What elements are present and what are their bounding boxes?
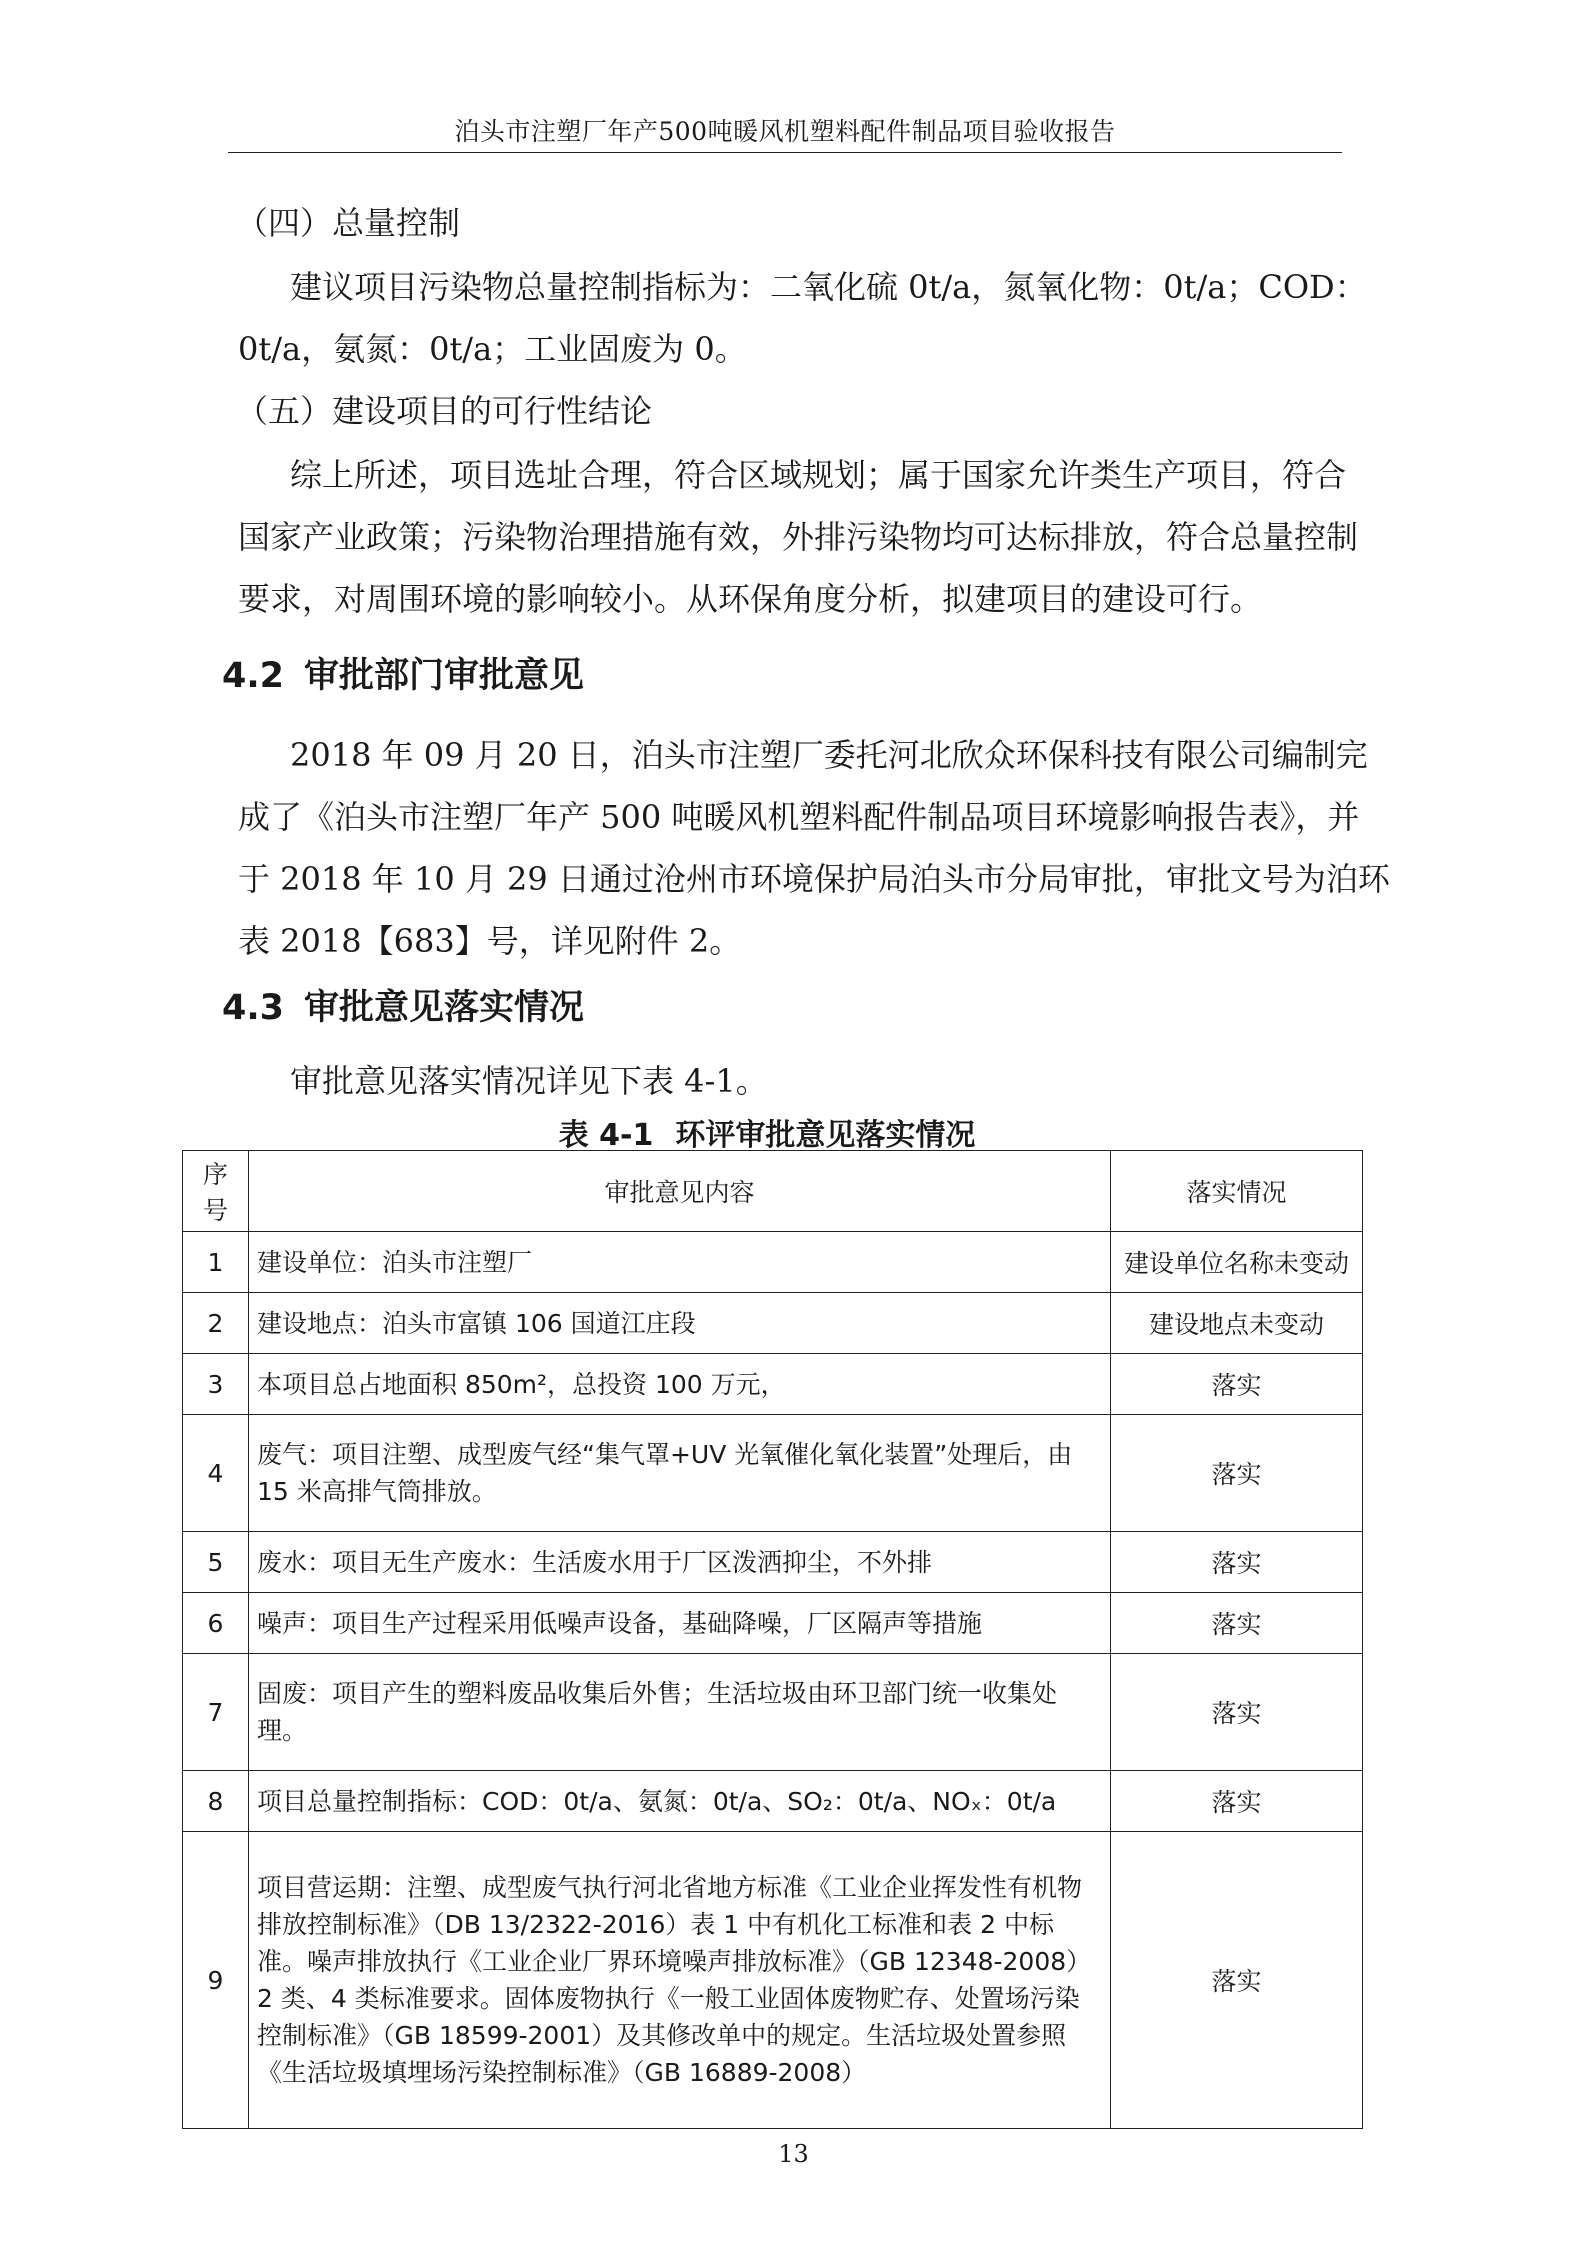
table-header-row [183,1151,1363,1232]
row-content: 噪声：项目生产过程采用低噪声设备，基础降噪，厂区隔声等措施 [249,1593,1111,1654]
row-number: 6 [183,1593,249,1654]
row-status: 落实 [1111,1415,1363,1532]
section-4-3-title: 审批意见落实情况 [304,988,585,1028]
running-header: 泊头市注塑厂年产500吨暖风机塑料配件制品项目验收报告 [454,117,1116,146]
table-row [183,1232,1363,1293]
table-row [183,1832,1363,2129]
table-caption-title: 环评审批意见落实情况 [675,1118,976,1153]
table-caption [182,1110,1352,1154]
row-number: 1 [183,1232,249,1293]
section-4-2-para-line-2: 成了《泊头市注塑厂年产 500 吨暖风机塑料配件制品项目环境影响报告表》，并 [238,798,1360,836]
row-number: 2 [183,1293,249,1354]
row-content: 项目营运期：注塑、成型废气执行河北省地方标准《工业企业挥发性有机物排放控制标准》（DB 13/2322-2016）表 1 中有机化工标准和表 2 中标准。噪声排放执行《工业企业厂界环境噪声排放标准》（GB 12348-2008）2 类、4 类标准要求。固体废物执行《一般工业固体废物贮存、处置场污染控制标准》（GB 18599-2001）及其修改单中的规定。生活垃圾处置参照《生活垃圾填埋场污染控制标准》（GB 16889-2008） [249,1832,1111,2129]
section-4-2-title: 审批部门审批意见 [304,656,585,696]
row-content: 项目总量控制指标：COD：0t/a、氨氮：0t/a、SO₂：0t/a、NOₓ：0t/a [249,1771,1111,1832]
table-row [183,1532,1363,1593]
table-caption-number: 表 4-1 [558,1118,654,1153]
header-rule [228,152,1342,153]
row-status: 建设地点未变动 [1111,1293,1363,1354]
table-row [183,1593,1363,1654]
approval-table [182,1150,1363,2129]
table-row [183,1654,1363,1771]
row-content: 废气：项目注塑、成型废气经“集气罩+UV 光氧催化氧化装置”处理后，由 15 米高排气筒排放。 [249,1415,1111,1532]
section-5-para-line-3: 要求，对周围环境的影响较小。从环保角度分析，拟建项目的建设可行。 [238,580,1263,618]
row-status: 落实 [1111,1832,1363,2129]
row-status: 建设单位名称未变动 [1111,1232,1363,1293]
row-number: 9 [183,1832,249,2129]
row-status: 落实 [1111,1654,1363,1771]
table-row [183,1415,1363,1532]
section-5-para-line-1: 综上所述，项目选址合理，符合区域规划；属于国家允许类生产项目，符合 [290,456,1347,494]
row-content: 建设地点：泊头市富镇 106 国道江庄段 [249,1293,1111,1354]
row-number: 5 [183,1532,249,1593]
section-4-3-heading [222,980,584,1030]
section-4-3-number: 4.3 [222,988,285,1028]
section-4-2-para-line-1: 2018 年 09 月 20 日，泊头市注塑厂委托河北欣众环保科技有限公司编制完 [290,736,1368,774]
section-4-3-intro: 审批意见落实情况详见下表 4-1。 [290,1062,768,1100]
col-header-status: 落实情况 [1111,1151,1363,1232]
row-status: 落实 [1111,1354,1363,1415]
page-number: 13 [778,2140,809,2168]
section-5-para-line-2: 国家产业政策；污染物治理措施有效，外排污染物均可达标排放，符合总量控制 [238,518,1359,556]
row-number: 8 [183,1771,249,1832]
row-status: 落实 [1111,1771,1363,1832]
section-4-para-line-1: 建议项目污染物总量控制指标为：二氧化硫 0t/a，氮氧化物：0t/a；COD： [290,268,1367,306]
section-4-2-number: 4.2 [222,656,285,696]
row-number: 3 [183,1354,249,1415]
row-number: 4 [183,1415,249,1532]
row-content: 本项目总占地面积 850m²，总投资 100 万元， [249,1354,1111,1415]
table-row [183,1293,1363,1354]
section-4-heading: （四）总量控制 [236,204,461,242]
section-4-2-para-line-3: 于 2018 年 10 月 29 日通过沧州市环境保护局泊头市分局审批，审批文号为泊环 [238,860,1390,898]
row-number: 7 [183,1654,249,1771]
row-status: 落实 [1111,1532,1363,1593]
row-content: 废水：项目无生产废水：生活废水用于厂区泼洒抑尘，不外排 [249,1532,1111,1593]
col-header-content: 审批意见内容 [249,1151,1111,1232]
section-4-para-line-2: 0t/a，氨氮：0t/a；工业固废为 0。 [238,330,747,368]
table-row [183,1354,1363,1415]
section-4-2-para-line-4: 表 2018【683】号，详见附件 2。 [238,922,742,960]
row-content: 固废：项目产生的塑料废品收集后外售；生活垃圾由环卫部门统一收集处理。 [249,1654,1111,1771]
section-5-heading: （五）建设项目的可行性结论 [236,392,653,430]
table-row [183,1771,1363,1832]
row-content: 建设单位：泊头市注塑厂 [249,1232,1111,1293]
row-status: 落实 [1111,1593,1363,1654]
section-4-2-heading [222,648,584,698]
col-header-num: 序号 [183,1151,249,1232]
